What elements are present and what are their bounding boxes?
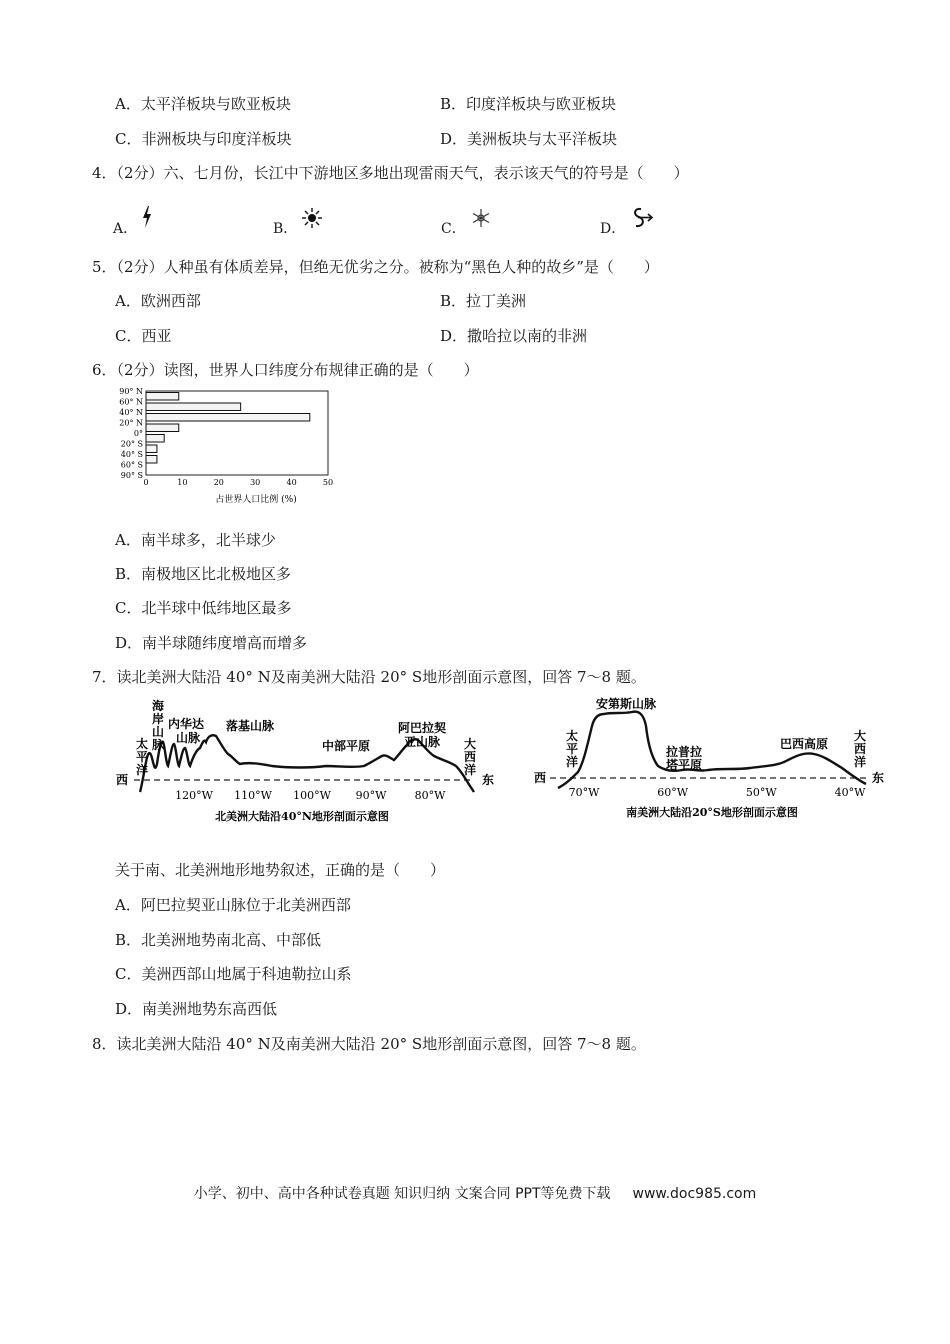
longitude-tick-label: 90°W xyxy=(355,789,387,802)
x-tick-label: 30 xyxy=(250,478,261,487)
q7-option-b: B．北美洲地势南北高、中部低 xyxy=(115,931,322,949)
longitude-tick-label: 60°W xyxy=(657,786,689,799)
na-caption: 北美洲大陆沿40°N地形剖面示意图 xyxy=(215,810,389,823)
longitude-tick-label: 50°W xyxy=(745,786,777,799)
longitude-tick-label: 100°W xyxy=(293,789,331,802)
sa-atlantic-label: 大西洋 xyxy=(854,729,867,769)
longitude-tick-label: 120°W xyxy=(175,789,213,802)
x-tick-label: 10 xyxy=(177,478,188,487)
q6-stem: 6．（2分）读图，世界人口纬度分布规律正确的是（ ） xyxy=(92,361,479,379)
y-tick-label: 60° N xyxy=(119,397,143,407)
q7-option-a: A．阿巴拉契亚山脉位于北美洲西部 xyxy=(115,896,351,914)
sa-laplata-label: 拉普拉塔平原 xyxy=(666,745,703,772)
north-america-profile-diagram xyxy=(112,699,495,828)
y-tick-label: 20° N xyxy=(119,418,143,428)
bar-20°N–40°N xyxy=(146,414,310,422)
q4-stem: 4．（2分）六、七月份，长江中下游地区多地出现雷雨天气，表示该天气的符号是（ ） xyxy=(92,164,689,182)
y-tick-label: 40° S xyxy=(120,450,143,459)
sa-brazil-label: 巴西高原 xyxy=(780,737,829,751)
sa-east-label: 东 xyxy=(872,771,885,785)
x-axis-label: 占世界人口比例 (%) xyxy=(215,495,297,505)
q6-option-a: A．南半球多，北半球少 xyxy=(115,531,276,549)
na-appalachian-label: 阿巴拉契亚山脉 xyxy=(398,721,447,749)
q7-option-c: C．美洲西部山地属于科迪勒拉山系 xyxy=(115,965,352,983)
page-footer xyxy=(0,1183,950,1203)
na-plains-label: 中部平原 xyxy=(322,739,371,753)
bar-20°S–40°S xyxy=(146,445,157,453)
footer-text: 小学、初中、高中各种试卷真题 知识归纳 文案合同 PPT等免费下载 xyxy=(193,1186,611,1202)
bar-40°S–60°S xyxy=(146,456,157,464)
longitude-tick-label: 40°W xyxy=(834,786,866,799)
q8-stem: 8．读北美洲大陆沿 40° N及南美洲大陆沿 20° S地形剖面示意图，回答 7～8 题。 xyxy=(92,1035,646,1053)
q4-option-a-label: A． xyxy=(113,221,138,237)
y-tick-label: 60° S xyxy=(120,460,143,470)
q3-option-c: C．非洲板块与印度洋板块 xyxy=(115,130,292,148)
q4-option-c-label: C． xyxy=(441,221,466,237)
q3-option-d: D．美洲板块与太平洋板块 xyxy=(440,130,618,148)
longitude-tick-label: 110°W xyxy=(234,789,272,802)
q5-option-b: B．拉丁美洲 xyxy=(440,292,527,310)
na-west-label: 西 xyxy=(116,773,129,787)
q6-option-c: C．北半球中低纬地区最多 xyxy=(115,599,292,617)
q3-option-a: A．太平洋板块与欧亚板块 xyxy=(115,95,291,113)
population-latitude-chart xyxy=(110,388,400,508)
bar-40°N–60°N xyxy=(146,403,241,411)
lightning-icon xyxy=(140,205,154,229)
bar-0°–20°S xyxy=(146,435,164,443)
longitude-tick-label: 70°W xyxy=(568,786,600,799)
q4-option-d-label: D． xyxy=(600,221,626,237)
sa-longitude-ticks xyxy=(569,786,866,799)
sa-andes-label: 安第斯山脉 xyxy=(596,697,657,711)
na-atlantic-label: 大西洋 xyxy=(464,737,477,777)
y-tick-label: 40° N xyxy=(119,408,143,417)
y-tick-label: 90° N xyxy=(119,387,143,396)
x-tick-label: 20 xyxy=(213,478,224,487)
sa-caption: 南美洲大陆沿20°S地形剖面示意图 xyxy=(626,806,798,819)
q6-option-b: B．南极地区比北极地区多 xyxy=(115,565,292,583)
sandstorm-icon xyxy=(628,206,654,230)
bars xyxy=(146,393,310,464)
q7-option-d: D．南美洲地势东高西低 xyxy=(115,1000,278,1018)
y-axis-ticks xyxy=(119,387,143,480)
q3-option-b: B．印度洋板块与欧亚板块 xyxy=(440,95,617,113)
na-east-label: 东 xyxy=(482,773,495,787)
bar-0°–20°N xyxy=(146,424,179,432)
na-longitude-ticks xyxy=(175,789,446,802)
q5-option-d: D．撒哈拉以南的非洲 xyxy=(440,327,588,345)
q6-option-d: D．南半球随纬度增高而增多 xyxy=(115,634,308,652)
q5-option-a: A．欧洲西部 xyxy=(115,292,201,310)
south-america-profile-diagram xyxy=(532,696,892,826)
x-tick-label: 0 xyxy=(143,478,149,487)
bar-60°N–90°N xyxy=(146,393,179,401)
q5-stem: 5．（2分）人种虽有体质差异，但绝无优劣之分。被称为“黑色人种的故乡”是（ ） xyxy=(92,258,659,276)
x-axis-ticks xyxy=(143,478,333,487)
q7-sub-stem: 关于南、北美洲地形地势叙述，正确的是（ ） xyxy=(115,861,446,879)
x-tick-label: 50 xyxy=(322,478,334,487)
sa-pacific-label: 太平洋 xyxy=(566,729,579,769)
na-pacific-label: 太平洋 xyxy=(136,737,149,777)
footer-url[interactable]: www.doc985.com xyxy=(632,1186,757,1202)
y-tick-label: 90° S xyxy=(120,471,143,480)
sun-icon xyxy=(301,207,323,229)
q5-option-c: C．西亚 xyxy=(115,327,172,345)
q4-option-b-label: B． xyxy=(273,221,298,237)
na-nevada-label: 内华达山脉 xyxy=(168,717,205,745)
sa-west-label: 西 xyxy=(534,771,547,785)
na-rockies-label: 落基山脉 xyxy=(226,719,275,733)
q7-stem: 7．读北美洲大陆沿 40° N及南美洲大陆沿 20° S地形剖面示意图，回答 7～8 题。 xyxy=(92,668,646,686)
y-tick-label: 20° S xyxy=(120,439,143,449)
na-coast-range-label: 海岸山脉 xyxy=(152,699,165,752)
snowflake-icon xyxy=(470,207,492,229)
x-tick-label: 40 xyxy=(286,478,297,487)
y-tick-label: 0° xyxy=(133,429,143,438)
longitude-tick-label: 80°W xyxy=(414,789,446,802)
